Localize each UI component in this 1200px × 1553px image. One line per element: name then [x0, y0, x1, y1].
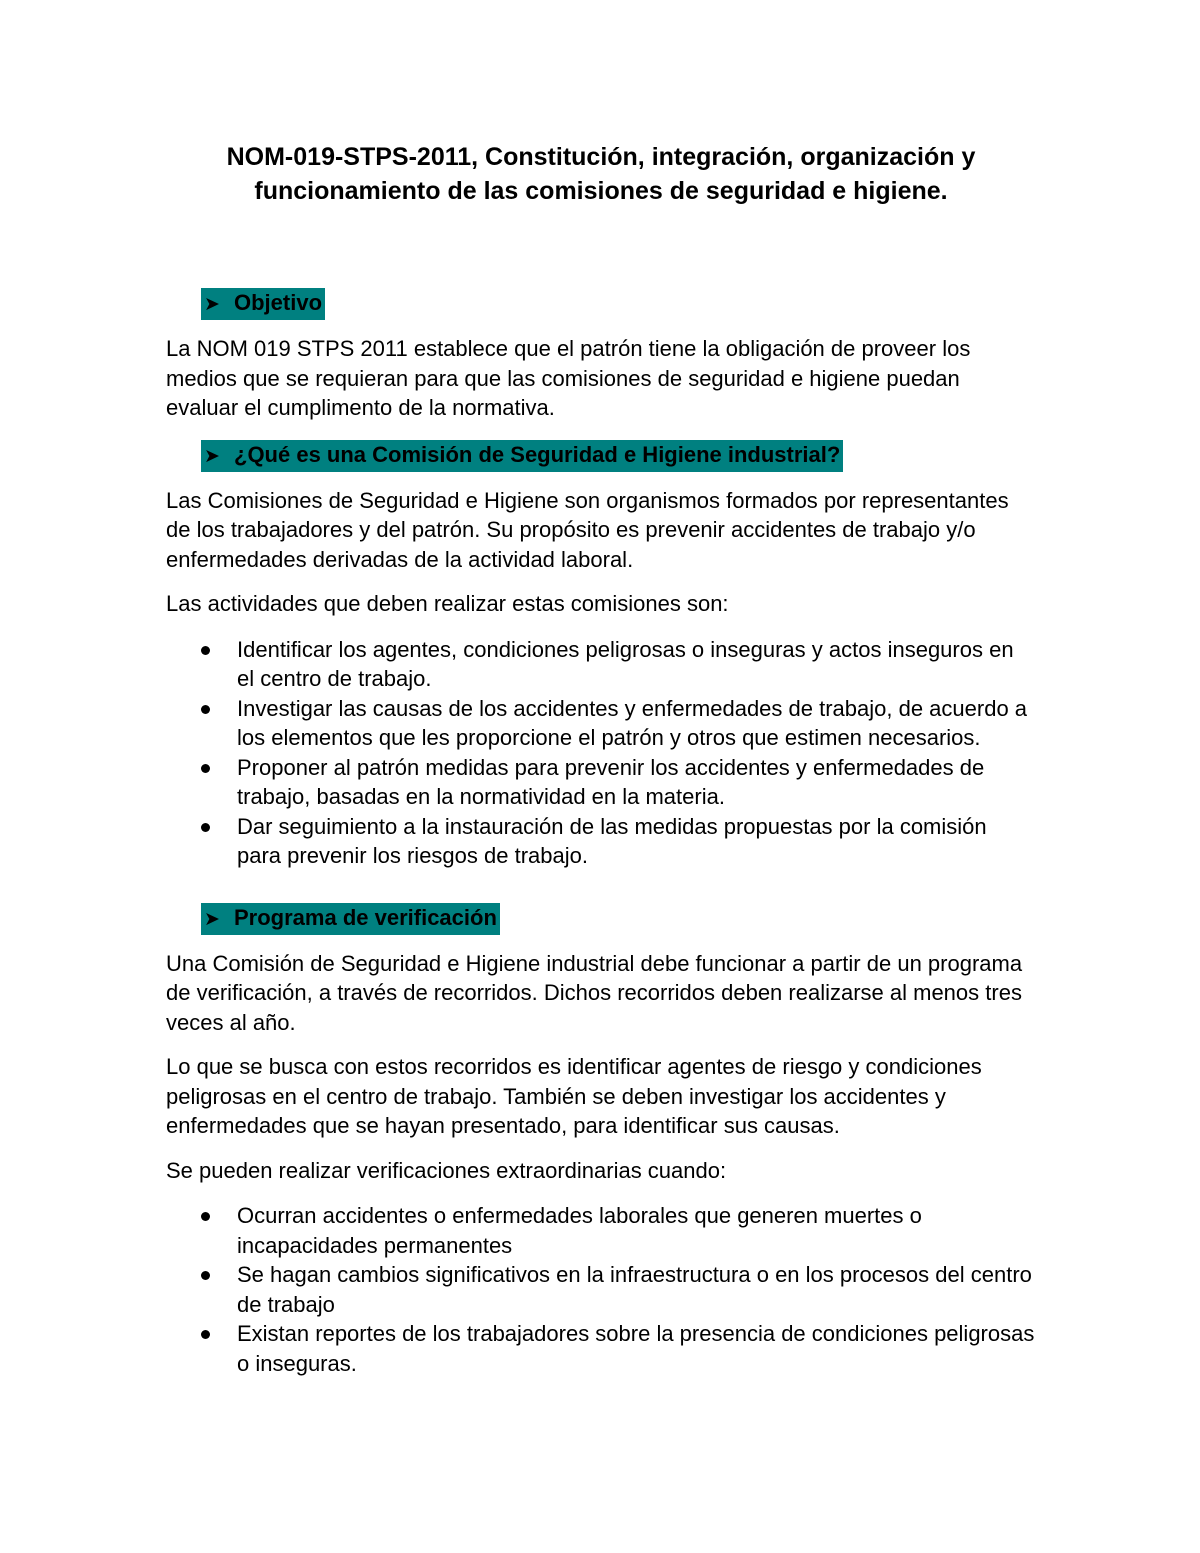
- bullet-dot-icon: [201, 646, 210, 655]
- arrowhead-bullet-icon: ➤: [204, 445, 220, 467]
- list-item: [166, 1201, 1036, 1260]
- paragraph: Una Comisión de Seguridad e Higiene industrial debe funcionar a partir de un programa de verificación, a través de recorridos. Dichos recorridos deben realizarse al menos tres veces al año.: [166, 950, 1023, 1035]
- section-programa: [166, 903, 1036, 1379]
- paragraph: Lo que se busca con estos recorridos es identificar agentes de riesgo y condiciones peligrosas en el centro de trabajo. También se deben investigar los accidentes y enfermedades que se hayan presentado, para identificar sus causas.: [166, 1054, 982, 1138]
- arrowhead-bullet-icon: ➤: [204, 908, 220, 930]
- document-title: [166, 140, 1036, 208]
- document-page: [166, 140, 1036, 1378]
- list-item: [166, 1319, 1036, 1378]
- bullet-dot-icon: [201, 1330, 210, 1339]
- list-item-text: Ocurran accidentes o enfermedades laborales que generen muertes o incapacidades permanentes: [237, 1203, 922, 1258]
- title-line-1: NOM-019-STPS-2011, Constitución, integración, organización y: [226, 143, 976, 171]
- paragraph: La NOM 019 STPS 2011 establece que el patrón tiene la obligación de proveer los medios que se requieran para que las comisiones de seguridad e higiene puedan evaluar el cumplimento de la normativa.: [166, 336, 971, 420]
- list-item-text: Identificar los agentes, condiciones peligrosas o inseguras y actos inseguros en el centro de trabajo.: [237, 636, 1014, 691]
- paragraph: Se pueden realizar verificaciones extraordinarias cuando:: [166, 1157, 727, 1183]
- list-item-text: Existan reportes de los trabajadores sobre la presencia de condiciones peligrosas o inseguras.: [237, 1321, 1035, 1376]
- bullet-dot-icon: [201, 764, 210, 773]
- list-item: [166, 753, 1036, 812]
- paragraph: Las actividades que deben realizar estas comisiones son:: [166, 591, 729, 616]
- bullet-list: [166, 635, 1036, 871]
- list-item-text: Investigar las causas de los accidentes y enfermedades de trabajo, de acuerdo a los elementos que les proporcione el patrón y otros que estimen necesarios.: [237, 695, 1028, 750]
- list-item: [166, 1260, 1036, 1319]
- bullet-dot-icon: [201, 1271, 210, 1280]
- section-que-es: [166, 440, 1036, 871]
- heading-label: Programa de verificación: [234, 904, 497, 930]
- bullet-dot-icon: [201, 823, 210, 832]
- title-line-2: funcionamiento de las comisiones de seguridad e higiene.: [254, 177, 948, 205]
- list-item: [166, 812, 1036, 871]
- section-objetivo: [166, 288, 1036, 423]
- list-item-text: Dar seguimiento a la instauración de las medidas propuestas por la comisión para prevenir los riesgos de trabajo.: [237, 813, 987, 868]
- bullet-dot-icon: [201, 1212, 210, 1221]
- section-heading-programa: [201, 903, 500, 935]
- list-item: [166, 694, 1036, 753]
- list-item: [166, 635, 1036, 694]
- list-item-text: Proponer al patrón medidas para prevenir los accidentes y enfermedades de trabajo, basadas en la normatividad en la materia.: [237, 754, 985, 809]
- paragraph: Las Comisiones de Seguridad e Higiene son organismos formados por representantes de los trabajadores y del patrón. Su propósito es prevenir accidentes de trabajo y/o enfermedades derivadas de la actividad laboral.: [166, 487, 1009, 572]
- heading-label: Objetivo: [234, 290, 323, 315]
- arrowhead-bullet-icon: ➤: [204, 294, 220, 315]
- bullet-dot-icon: [201, 705, 210, 714]
- heading-label: ¿Qué es una Comisión de Seguridad e Higiene industrial?: [234, 441, 841, 467]
- section-heading-que-es: [201, 440, 843, 472]
- bullet-list: [166, 1201, 1036, 1378]
- section-heading-objetivo: [201, 288, 325, 320]
- list-item-text: Se hagan cambios significativos en la infraestructura o en los procesos del centro de trabajo: [237, 1262, 1032, 1317]
